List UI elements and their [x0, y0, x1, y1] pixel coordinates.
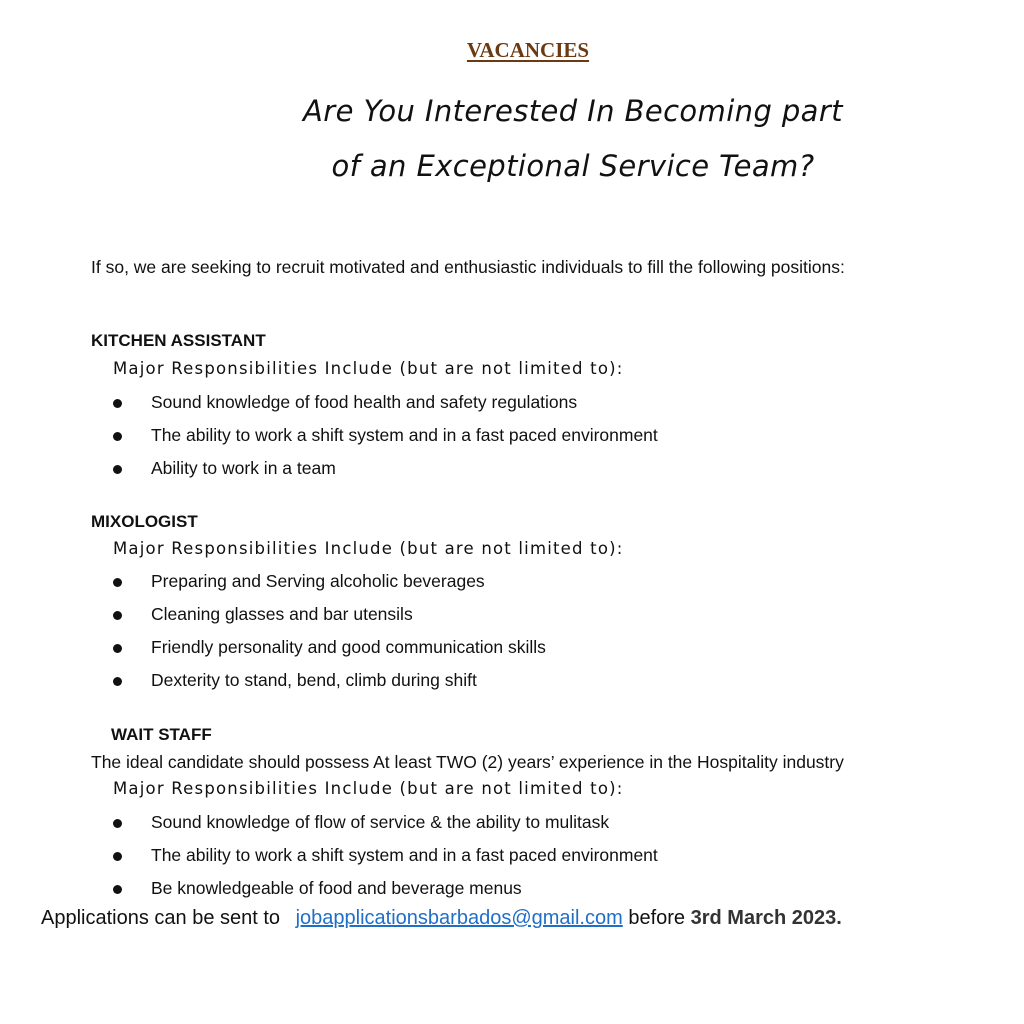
bullet-icon	[113, 465, 122, 474]
list-item-text: Friendly personality and good communication skills	[151, 637, 546, 657]
responsibilities-heading-kitchen: Major Responsibilities Include (but are not limited to):	[113, 359, 624, 378]
headline-line-2: of an Exceptional Service Team?	[331, 149, 815, 183]
list-item-text: The ability to work a shift system and in a fast paced environment	[151, 845, 658, 865]
wait-staff-requirement: The ideal candidate should possess At least TWO (2) years’ experience in the Hospitality industry	[91, 752, 844, 772]
list-item-text: Preparing and Serving alcoholic beverages	[151, 571, 485, 591]
bullet-icon	[113, 885, 122, 894]
bullet-icon	[113, 644, 122, 653]
list-item-text: Sound knowledge of food health and safety regulations	[151, 392, 578, 412]
responsibilities-heading-mixologist: Major Responsibilities Include (but are not limited to):	[113, 539, 624, 558]
bullet-icon	[113, 852, 122, 861]
list-item-text: Sound knowledge of flow of service & the ability to mulitask	[151, 812, 610, 832]
footer-before: before	[628, 907, 686, 929]
list-item-text: Dexterity to stand, bend, climb during shift	[151, 670, 477, 690]
responsibilities-heading-wait-staff: Major Responsibilities Include (but are not limited to):	[113, 779, 624, 798]
bullet-icon	[113, 611, 122, 620]
application-footer	[41, 907, 842, 930]
list-item-text: The ability to work a shift system and in a fast paced environment	[151, 425, 658, 445]
list-item-text: Ability to work in a team	[151, 458, 336, 478]
section-title-wait-staff: WAIT STAFF	[111, 725, 212, 744]
list-item-text: Cleaning glasses and bar utensils	[151, 604, 413, 624]
vacancies-title: VACANCIES	[466, 38, 590, 62]
deadline-date: 3rd March 2023.	[690, 907, 842, 929]
bullet-icon	[113, 578, 122, 587]
footer-prefix: Applications can be sent to	[41, 907, 281, 929]
bullet-icon	[113, 399, 122, 408]
list-item-text: Be knowledgeable of food and beverage menus	[151, 878, 522, 898]
intro-text: If so, we are seeking to recruit motivated and enthusiastic individuals to fill the following positions:	[91, 257, 845, 277]
bullet-icon	[113, 819, 122, 828]
section-title-kitchen-assistant: KITCHEN ASSISTANT	[91, 331, 266, 350]
email-link[interactable]: jobapplicationsbarbados@gmail.com	[295, 907, 623, 929]
bullet-icon	[113, 677, 122, 686]
headline-line-1: Are You Interested In Becoming part	[303, 94, 843, 128]
section-title-mixologist: MIXOLOGIST	[91, 512, 198, 531]
bullet-icon	[113, 432, 122, 441]
